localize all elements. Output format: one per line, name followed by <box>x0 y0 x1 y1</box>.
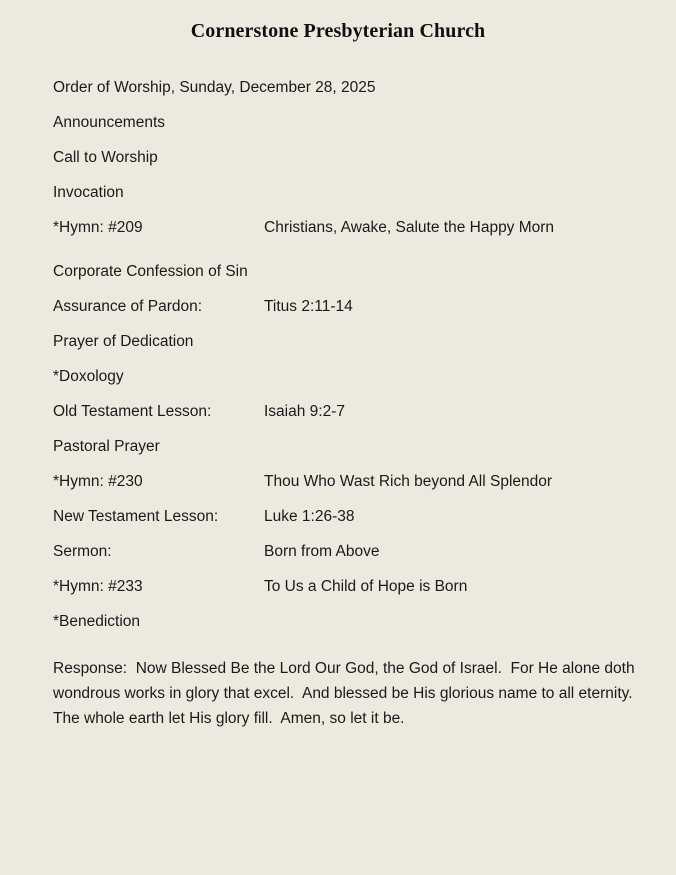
order-item-label: *Hymn: #233 <box>53 578 143 595</box>
order-item-label: *Doxology <box>53 368 124 385</box>
order-item-label: New Testament Lesson: <box>53 508 219 525</box>
order-item-value: Luke 1:26-38 <box>264 508 355 525</box>
order-item-label: Sermon: <box>53 543 112 560</box>
order-item-label: Announcements <box>53 114 166 131</box>
order-item-label: Prayer of Dedication <box>53 333 194 350</box>
order-item-row <box>53 262 653 297</box>
order-item-value: Christians, Awake, Salute the Happy Morn <box>264 219 555 236</box>
order-item-row <box>53 148 653 183</box>
order-item-label: *Hymn: #209 <box>53 219 143 236</box>
order-item-value: To Us a Child of Hope is Born <box>264 578 468 595</box>
order-item-value: Thou Who Wast Rich beyond All Splendor <box>264 473 553 490</box>
order-item-label: *Hymn: #230 <box>53 473 143 490</box>
order-item-label: Invocation <box>53 184 124 201</box>
order-item-label: *Benediction <box>53 613 141 630</box>
order-item-row <box>53 507 653 542</box>
order-item-row <box>53 367 653 402</box>
order-item-label: Corporate Confession of Sin <box>53 263 248 280</box>
order-item-row <box>53 183 653 218</box>
order-item-row <box>53 402 653 437</box>
order-item-row <box>53 612 653 647</box>
order-item-label: Call to Worship <box>53 149 158 166</box>
order-item-label: Old Testament Lesson: <box>53 403 212 420</box>
order-item-row <box>53 437 653 472</box>
order-item-row <box>53 113 653 148</box>
order-item-row <box>53 577 653 612</box>
order-item-row <box>53 472 653 507</box>
order-item-row <box>53 332 653 367</box>
order-item-row <box>53 542 653 577</box>
order-item-row <box>53 218 653 262</box>
order-of-worship-list <box>53 78 653 647</box>
order-item-row <box>53 297 653 332</box>
order-item-value: Isaiah 9:2-7 <box>264 403 345 420</box>
order-item-label: Order of Worship, Sunday, December 28, 2025 <box>53 79 376 96</box>
order-item-value: Titus 2:11-14 <box>264 298 353 315</box>
order-item-label: Pastoral Prayer <box>53 438 160 455</box>
order-item-value: Born from Above <box>264 543 380 560</box>
page-title: Cornerstone Presbyterian Church <box>190 20 486 42</box>
response-paragraph: Response: Now Blessed Be the Lord Our God, the God of Israel. For He alone doth wondrous works in glory that excel. And blessed be His glorious name to all eternity. The whole earth let His glory fill. Amen, so let it be. <box>53 660 641 727</box>
order-item-row <box>53 78 653 113</box>
order-item-label: Assurance of Pardon: <box>53 298 203 315</box>
